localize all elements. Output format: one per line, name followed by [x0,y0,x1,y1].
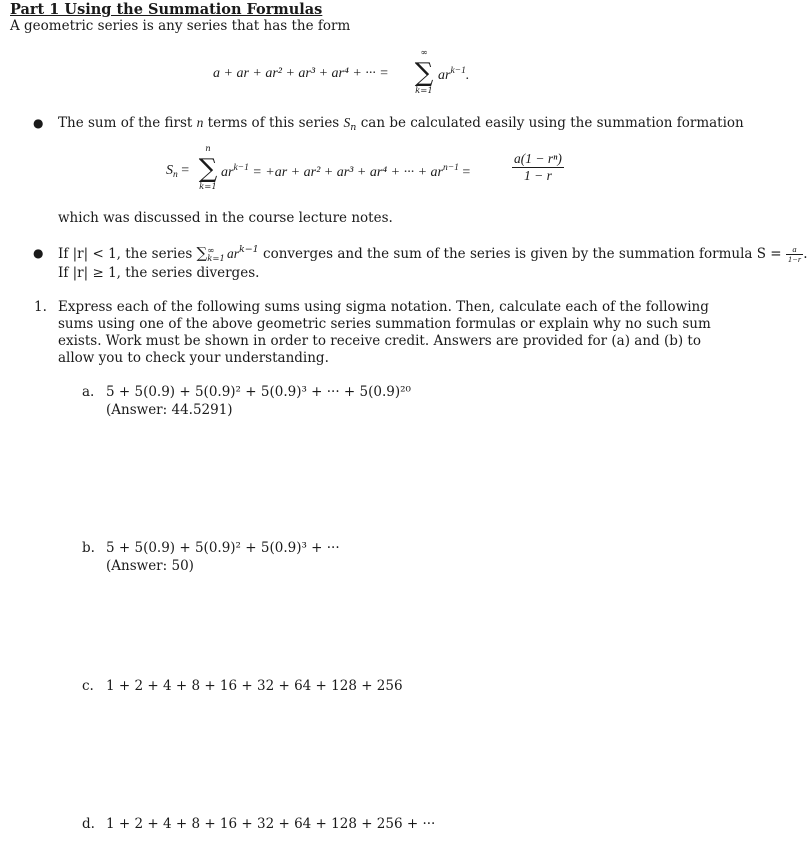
sn-expansion: $ar^{k-1} = +ar + ar^2 + ar^3 + ar^4$ + ··· + $ar^{n-1}$ = [221,163,471,180]
part-d-expression: 1 + 2 + 4 + 8 + 16 + 32 + 64 + 128 + 256 + ··· [106,816,436,832]
intro-text: A geometric series is any series that has the form [10,18,351,34]
sn-fraction-numerator: a(1 − rⁿ) [514,151,562,166]
part-c-label: c. [82,678,94,694]
sn-fraction [512,151,564,184]
part-d-label: d. [82,816,95,832]
series-summand: $ar^{k-1}$. [438,66,470,83]
page-title: Part 1 Using the Summation Formulas [10,1,323,18]
bullet2-line2: If |r| ≥ 1, the series diverges. [58,265,260,281]
sigma-upper: ∞ [420,48,428,58]
part-b-answer: (Answer: 50) [106,558,194,574]
series-terms: a + ar + ar² + ar³ + ar⁴ + ··· = [213,66,389,81]
part-c-expression: 1 + 2 + 4 + 8 + 16 + 32 + 64 + 128 + 256 [106,678,403,694]
bullet1-text: The sum of the first n terms of this series $S_n$ can be calculated easily using the summation formation [58,115,744,133]
bullet2-line1: If |r| < 1, the series ∑ ∞ k=1 $ar^{k-1}$ converges and the sum of the series is given by the summation formula S = $\frac{a}{1-r}$ . [58,244,808,264]
part-a-expression: 5 + 5(0.9) + 5(0.9)² + 5(0.9)³ + ··· + 5(0.9)²⁰ [106,384,411,400]
sn-sigma-block [197,144,219,192]
sigma-symbol: ∑ [414,58,434,88]
part-a-label: a. [82,384,95,400]
sn-lhs: $S_n$ = [166,163,190,180]
series-equation [213,66,389,82]
lecture-note: which was discussed in the course lecture notes. [58,210,393,226]
sigma-block [413,48,435,96]
part-a-answer: (Answer: 44.5291) [106,402,233,418]
sn-sigma-lower: k=1 [199,182,217,192]
sn-sigma-upper: n [205,144,211,154]
sn-sigma-symbol: ∑ [198,154,218,184]
question-number: 1. [34,299,47,315]
sn-fraction-denominator: 1 − r [523,168,552,183]
question-text: Express each of the following sums using sigma notation. Then, calculate each of the following sums using one of the above geometric series summation formulas or explain why no such sum exists. Work must be shown in order to receive credit. Answers are provided for (a) and (b) to allow you to check your understanding. [58,299,711,366]
part-b-label: b. [82,540,95,556]
bullet-dot: ● [33,246,44,260]
sigma-lower: k=1 [415,86,433,96]
bullet-dot: ● [33,116,44,130]
part-b-expression: 5 + 5(0.9) + 5(0.9)² + 5(0.9)³ + ··· [106,540,340,556]
